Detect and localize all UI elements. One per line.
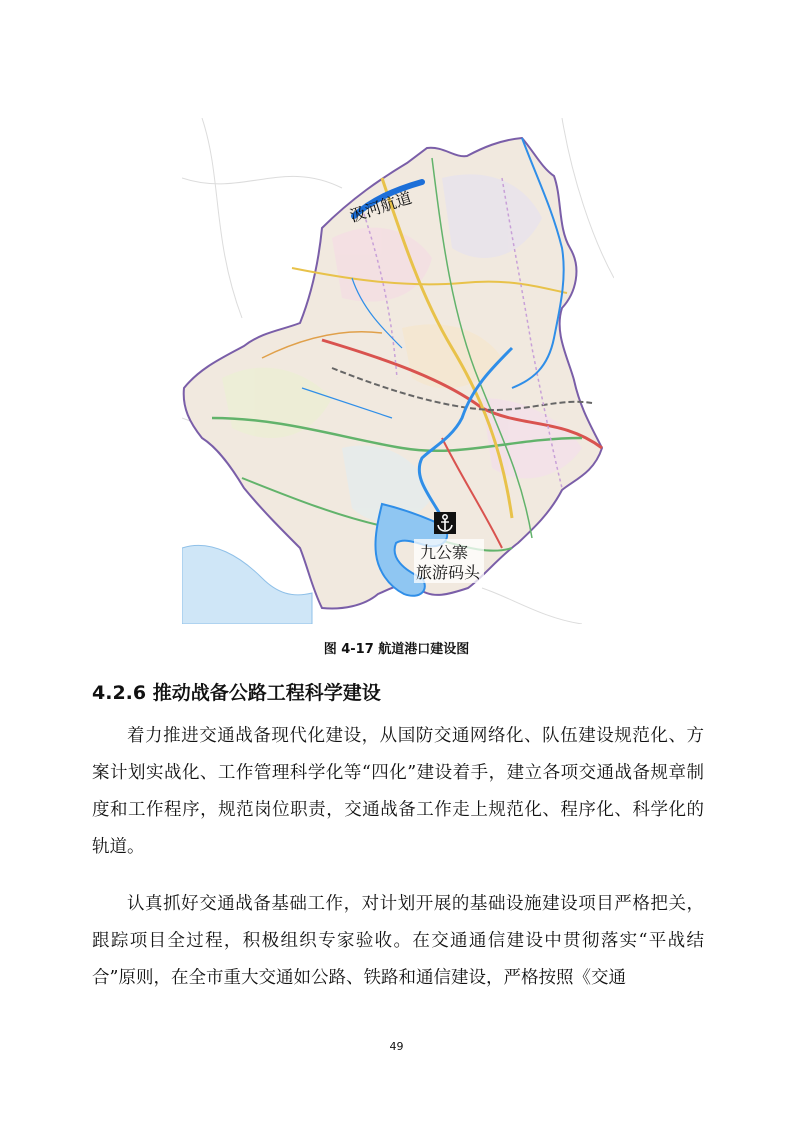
waterway-label: 汲河航道	[347, 187, 415, 226]
wharf-label-line2: 旅游码头	[416, 563, 481, 582]
section-heading: 4.2.6 推动战备公路工程科学建设	[92, 682, 381, 704]
paragraph-2: 认真抓好交通战备基础工作，对计划开展的基础设施建设项目严格把关，跟踪项目全过程，积极组织专家验收。在交通通信建设中贯彻落实“平战结合”原则，在全市重大交通如公路、铁路和通信建设，严格按照《交通	[92, 894, 704, 988]
figure-caption: 图 4-17 航道港口建设图	[323, 642, 470, 657]
route-map	[182, 118, 614, 624]
page-number: 49	[389, 1040, 404, 1053]
wharf-label-line1: 九公寨	[420, 543, 469, 562]
anchor-icon	[434, 512, 456, 534]
paragraph-1: 着力推进交通战备现代化建设，从国防交通网络化、队伍建设规范化、方案计划实战化、工作管理科学化等“四化”建设着手，建立各项交通战备规章制度和工作程序，规范岗位职责，交通战备工作走上规范化、程序化、科学化的轨道。	[92, 726, 704, 857]
lake-left	[182, 545, 312, 624]
map-svg	[182, 118, 614, 624]
